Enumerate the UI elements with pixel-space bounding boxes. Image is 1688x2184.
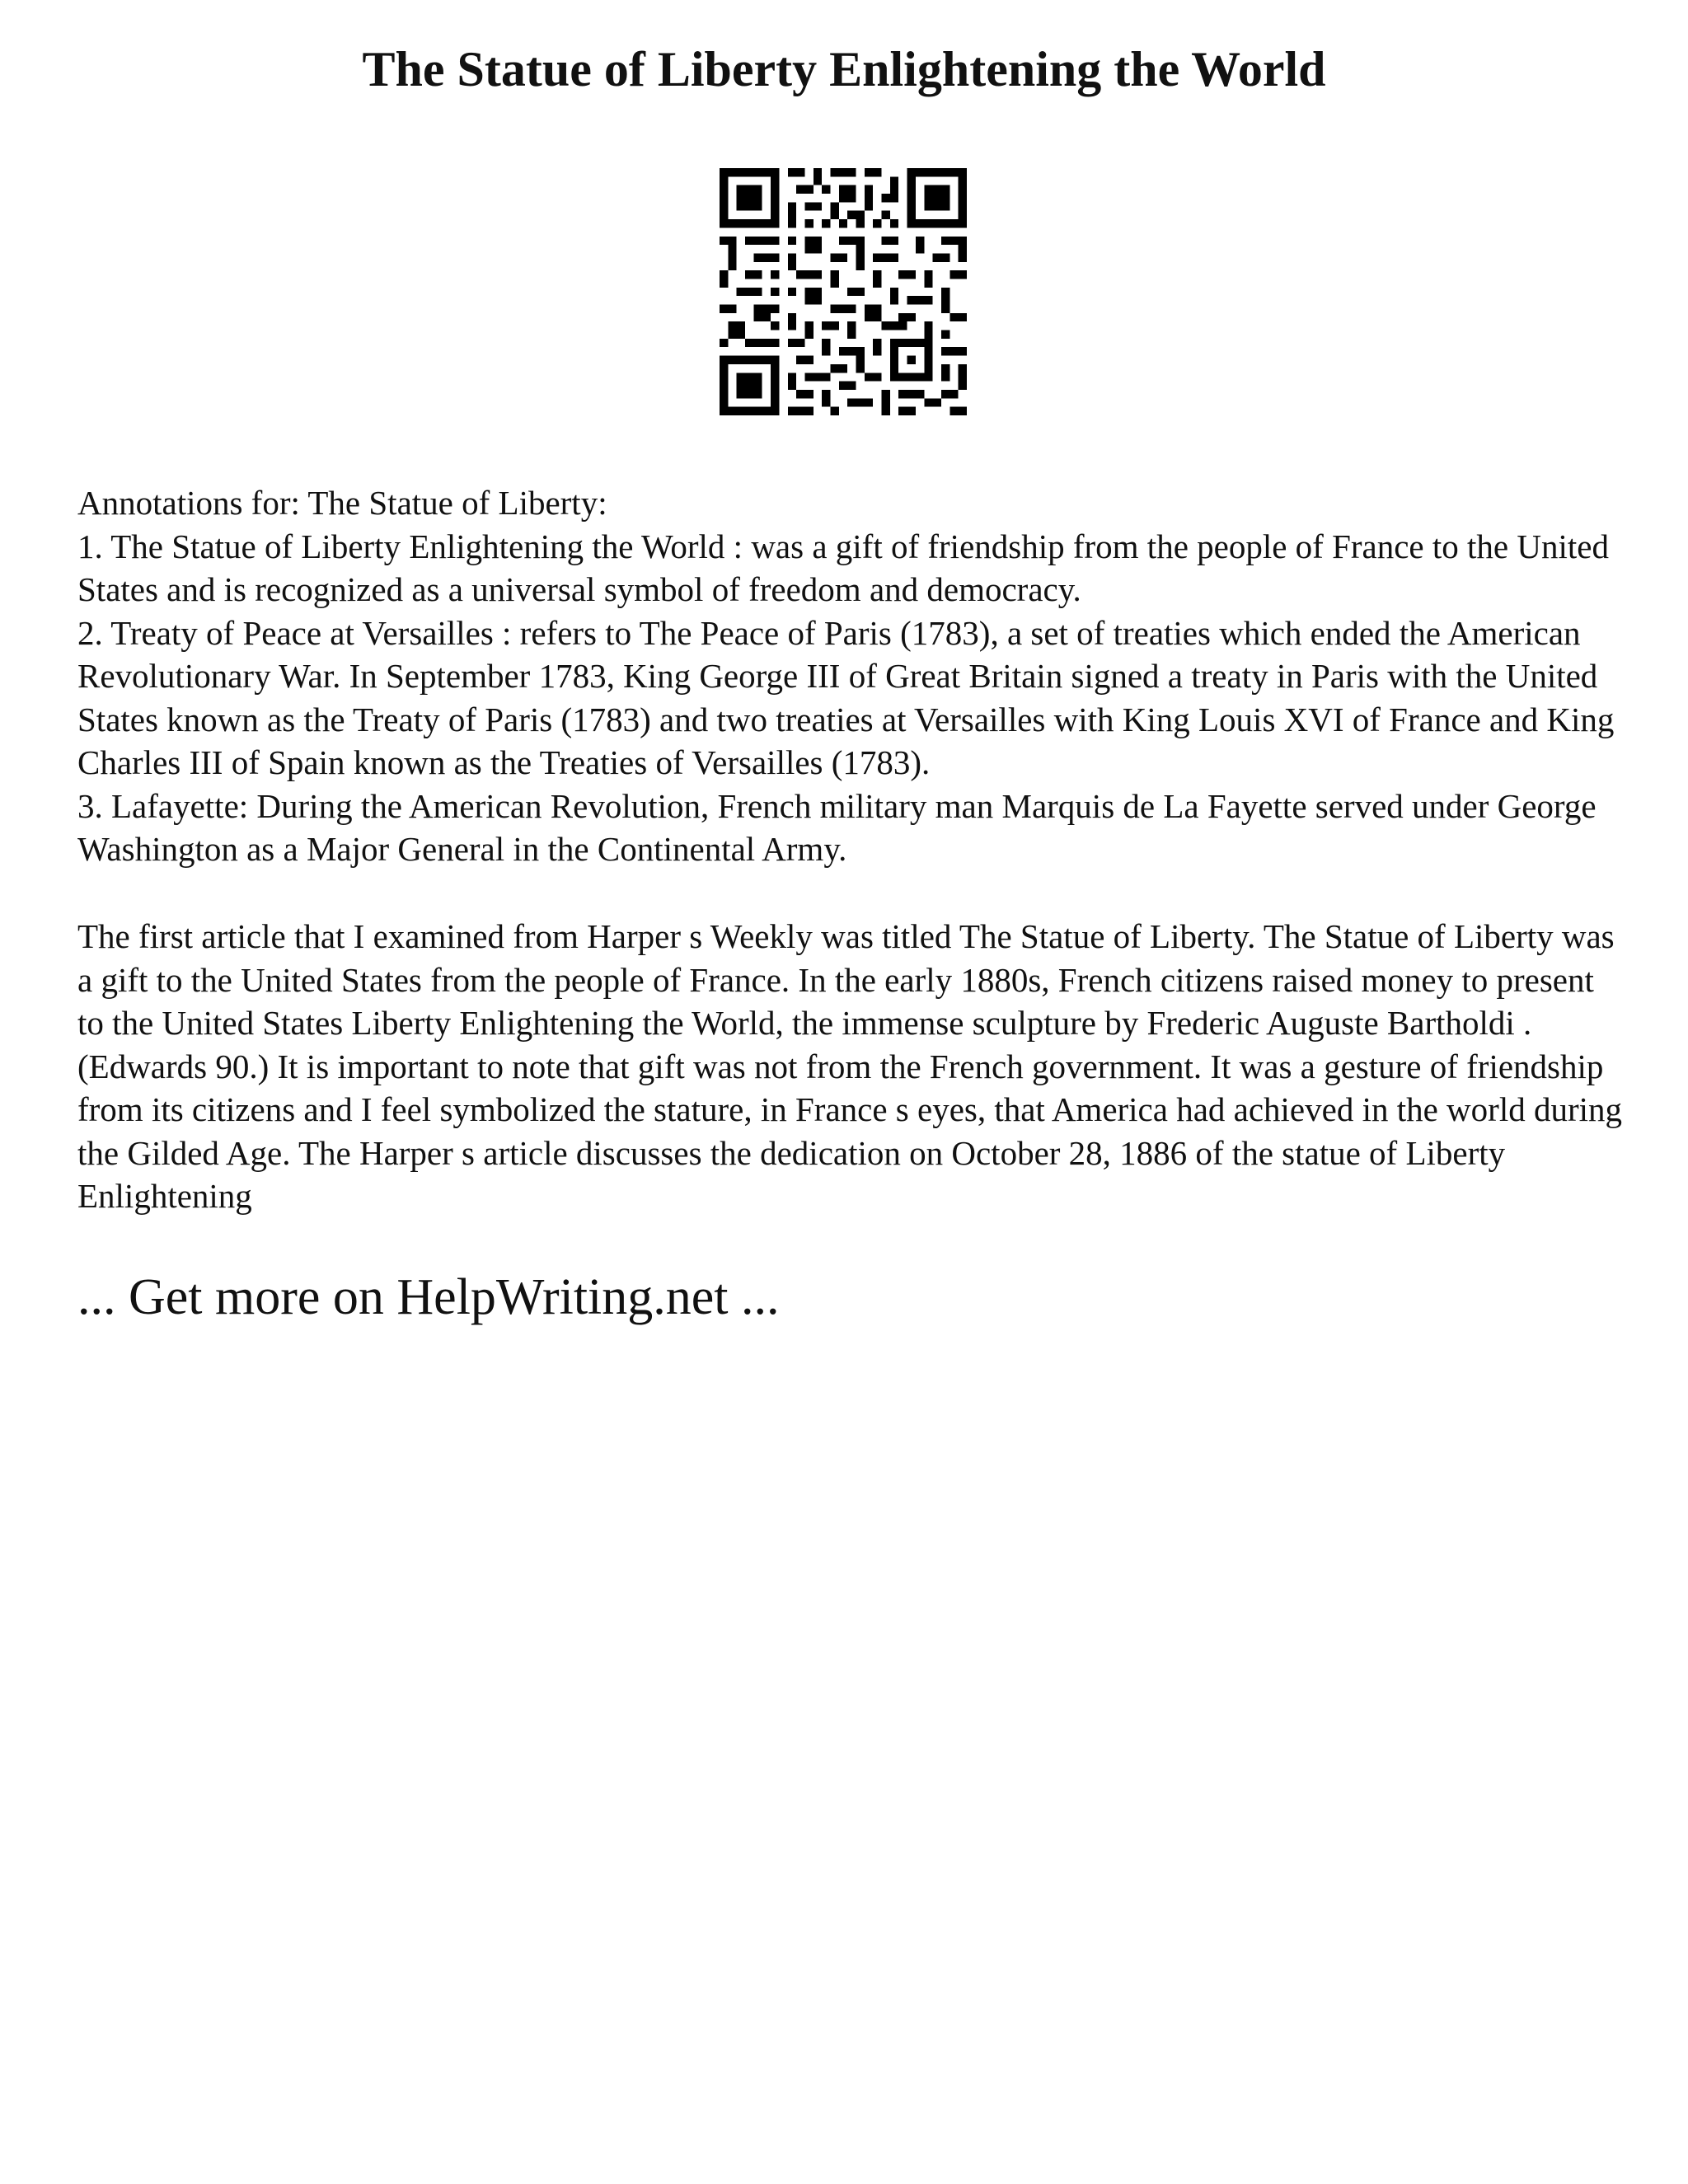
get-more-link[interactable]: ... Get more on HelpWriting.net ... — [77, 1269, 780, 1325]
annotation-item: 3. Lafayette: During the American Revolution, French military man Marquis de La Fayette served under George Washington as a Major General in the Continental Army. — [77, 786, 1597, 868]
annotation-item: 2. Treaty of Peace at Versailles : refers to The Peace of Paris (1783), a set of treaties which ended the American Revolutionary War. In September 1783, King George III of Great Britain signed a treaty in Paris with the United States known as the Treaty of Paris (1783) and two treaties at Versailles with King Louis XVI of France and King Charles III of Spain known as the Treaties of Versailles (1783). — [77, 613, 1615, 781]
essay-paragraph: The first article that I examined from Harper s Weekly was titled The Statue of Liberty. The Statue of Liberty was a gift to the United States from the people of France. In the early 1880s, French citizens raised money to present to the United States Liberty Enlightening the World, the immense sculpture by Frederic Auguste Bartholdi . (Edwards 90.) It is important to note that gift was not from the French government. It was a gesture of friendship from its citizens and I feel symbolized the stature, in France s eyes, that America had achieved in the world during the Gilded Age. The Harper s article discusses the dedication on October 28, 1886 of the statue of Liberty Enlightening — [77, 917, 1623, 1215]
annotation-item: 1. The Statue of Liberty Enlightening the World : was a gift of friendship from the people of France to the United States and is recognized as a universal symbol of freedom and democracy. — [77, 527, 1609, 608]
page-title: The Statue of Liberty Enlightening the World — [362, 42, 1326, 96]
annotations-section — [77, 481, 1627, 871]
annotations-heading: Annotations for: The Statue of Liberty: — [77, 484, 607, 522]
qr-code-icon — [720, 168, 967, 415]
